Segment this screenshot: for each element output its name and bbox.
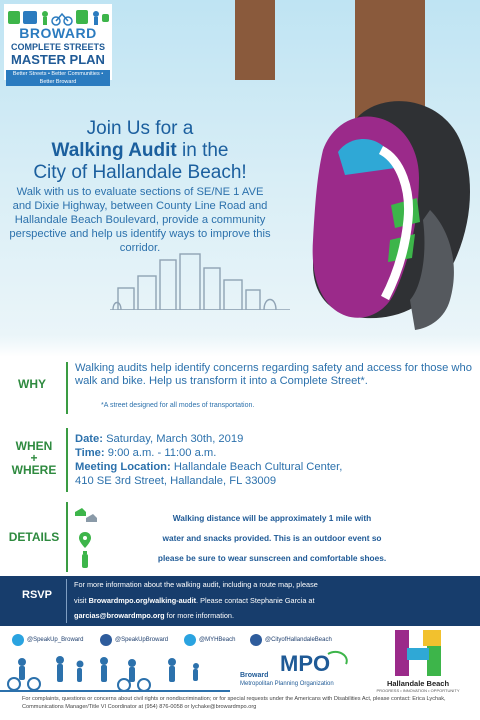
social-item-speakup-twitter[interactable]	[12, 633, 83, 647]
logo-line-master-plan: MASTER PLAN	[11, 52, 105, 67]
hallandale-beach-logo	[368, 628, 468, 696]
facebook-icon	[100, 634, 112, 646]
hallandale-h-mark	[393, 628, 443, 678]
why-divider	[66, 362, 68, 414]
details-text	[112, 508, 432, 568]
details-icons	[72, 502, 102, 572]
twitter-icon	[184, 634, 196, 646]
rsvp-more-info-text: for more information.	[164, 611, 235, 620]
logo-tagline: Better Streets • Better Communities • Better Broward	[6, 70, 110, 86]
water-bottle-icon	[82, 551, 88, 568]
social-item-myhbeach-twitter[interactable]	[184, 633, 235, 647]
broward-complete-streets-logo	[4, 4, 112, 85]
rsvp-line-3	[74, 608, 478, 624]
social-handle: @SpeakUp_Broward	[27, 637, 84, 643]
rsvp-label: RSVP	[22, 589, 52, 601]
title-line-2-rest: in the	[176, 140, 229, 161]
rsvp-contact-text: . Please contact Stephanie Garcia at	[196, 595, 315, 605]
why-footnote: *A street designed for all modes of transportation.	[101, 402, 255, 409]
time-value: 9:00 a.m. - 11:00 a.m.	[104, 447, 217, 459]
logo-line-complete-streets: COMPLETE STREETS	[10, 42, 105, 52]
ground-fade	[0, 335, 480, 357]
plus-label: +	[30, 451, 38, 465]
twitter-icon	[12, 634, 24, 646]
location-pin-icon	[79, 532, 91, 548]
details-line-3: please be sure to wear sunscreen and comfortable shoes.	[157, 553, 387, 563]
address-line: 410 SE 3rd Street, Hallandale, FL 33009	[75, 475, 277, 487]
rsvp-divider	[66, 579, 67, 623]
date-line	[75, 432, 475, 446]
event-details	[75, 432, 475, 488]
title-line-3: City of Hallandale Beach!	[33, 162, 247, 183]
title-bold: Walking Audit	[51, 140, 177, 161]
details-divider	[66, 502, 68, 572]
social-handle: @MYHBeach	[199, 637, 236, 643]
when-label: WHEN	[15, 439, 53, 453]
email-link[interactable]: garcias@browardmpo.org	[74, 611, 165, 620]
rsvp-line-2	[74, 593, 478, 609]
when-divider	[66, 428, 68, 492]
date-label: Date:	[75, 433, 103, 445]
mpo-full-name: Metropolitan Planning Organization	[240, 681, 334, 687]
hallandale-name: Hallandale Beach	[386, 679, 450, 688]
community-people-illustration	[0, 652, 240, 694]
why-text: Walking audits help identify concerns regarding safety and access for those who walk and bike. Help us transform it into a Complete Street*.	[75, 362, 472, 387]
where-label: WHERE	[11, 463, 57, 477]
location-label: Meeting Location:	[75, 461, 171, 473]
rsvp-line-1: For more information about the walking audit, including a route map, please	[74, 580, 318, 589]
time-line	[75, 446, 475, 460]
logo-brand: BROWARD	[19, 25, 97, 41]
svg-text:MPO: MPO	[280, 651, 331, 674]
walking-audit-link[interactable]: Browardmpo.org/walking-audit	[88, 595, 197, 605]
title-line-1: Join Us for a	[86, 118, 194, 139]
civil-rights-footer: For complaints, questions or concerns about civil rights or nondiscrimination; or for special requests under the Americans with Disabilities Act, please contact: Erica Lychak, Communications Manager/Title VI Coordinator at (954) 876-0058 or lychake@browardmpo.org	[22, 696, 446, 710]
rsvp-text	[74, 577, 478, 624]
mpo-prefix: Broward	[240, 672, 269, 679]
location-value: Hallandale Beach Cultural Center,	[170, 461, 343, 473]
shoes-icon	[75, 508, 97, 522]
social-handle: @SpeakUpBroward	[115, 637, 169, 643]
mpo-wordmark	[280, 650, 350, 674]
details-label: DETAILS	[8, 530, 60, 544]
hallandale-tagline: PROGRESS • INNOVATION • OPPORTUNITY	[376, 688, 460, 693]
when-where-label	[4, 440, 64, 476]
social-item-hallandale-facebook[interactable]	[250, 633, 332, 647]
sneaker-illustration	[205, 0, 480, 335]
facebook-icon	[250, 634, 262, 646]
rsvp-visit-text: visit	[74, 595, 89, 605]
location-line	[75, 460, 475, 474]
date-value: Saturday, March 30th, 2019	[102, 433, 244, 445]
hero-banner	[0, 0, 480, 335]
details-line-1: Walking distance will be approximately 1 mile with	[172, 513, 372, 523]
intro-paragraph: Walk with us to evaluate sections of SE/NE 1 AVE and Dixie Highway, between County Line Road and Hallandale Beach Boulevard, provide a community perspective and help us identify ways to improve this corridor.	[9, 186, 271, 254]
social-item-speakup-facebook[interactable]	[100, 633, 168, 647]
why-label: WHY	[18, 377, 46, 391]
broward-mpo-logo	[240, 650, 360, 692]
time-label: Time:	[75, 447, 105, 459]
details-line-2: water and snacks provided. This is an outdoor event so	[162, 533, 382, 543]
social-handle: @CityofHallandaleBeach	[265, 637, 332, 643]
